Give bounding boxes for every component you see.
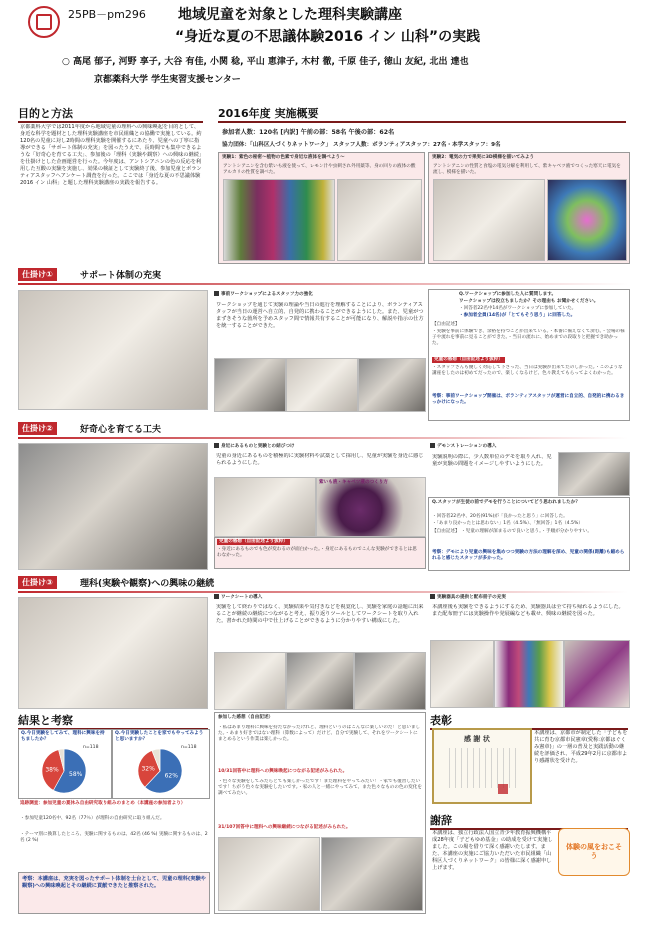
pie-slice-label: 62%: [164, 772, 178, 780]
trick1-staff-label: 児童の感想（自由記述より抜粋）: [434, 357, 503, 362]
trick1-photo-large: [18, 290, 208, 410]
overview-cooperation: 協力団体：「山科区人づくりネットワーク」 スタッフ人数：ボランティアスタッフ：27名・本学スタッフ：9名: [222, 142, 501, 148]
free-text2: 10/31回答中に理科への興味喚起につながる記述がみられた。: [218, 769, 348, 774]
ws-heading: [214, 594, 262, 601]
trick1-title: サポート体制の充実: [80, 271, 162, 281]
demo-photo: [558, 452, 630, 496]
purpose-text: 京都薬科大学では2011年度から地域児童の理科への興味喚起を目的として、身近な科学を題材とした理科実験講座を市民組織との協働で実施している。約120名の児童に対し2時間の理科実験を開催するにあたり、児童への丁寧に指導ができる「サポート体制の充実」を図ったうえで、長時間でも集中できるような「好奇心を育てる工夫」、参加後の「理科（実験や観察）への興味の継続」を仕掛けとした企画運営を行った。今年度は、アントシアニンの色の反応を利用した互酸の実験を実施し、効果の検証として実験終了後、参加児童とボランティアスタッフへアンケート調査を行った。ここでは「身近な夏の不思議体験2016 イン 山科」と題した理科実験講座の実践を報告する。: [20, 124, 202, 186]
trick1-q1-answer2: ・参加者全員(14名)が「とてもそう思う」に回答した。: [459, 313, 576, 318]
award-text: 本講座は、京都市が制定した「子どもを共に育む京都市民憲章(愛称:京都はぐくみ憲章)」の一層の普及と実践活動の継続を評価され、平成29年2月に京都市より感謝状を受けた。: [534, 730, 628, 764]
purpose-heading: 目的と方法: [18, 105, 203, 123]
exp1-text: アントシアニンを含む紫いも液を使って、レモン汁や虫刺され外用薬等、身の回りの液体の酸アルカリの性質を調べた。: [223, 164, 416, 176]
demo-consider: 考察：デモにより児童の興味を集めつつ実験の方法の理解を深め、児童の関係(距離)も縮められると感じたスタッフが多かった。: [432, 550, 625, 562]
trick1-q1-answer: ・回答者22名中14名がワークショップに参加していた。: [459, 306, 577, 311]
affiliation: 京都薬科大学 学生実習支援センター: [94, 75, 241, 85]
kit-heading-text: 実験器具の提供と配布冊子の充実: [437, 595, 506, 600]
pie2-title: Q.今日実験したことを家でもやってみようと思いますか？: [115, 731, 204, 743]
kit-photo-a: [430, 640, 494, 708]
trick2-child-label: 児童の感想（自由記述より抜粋）: [219, 539, 288, 544]
university-logo: [28, 6, 60, 38]
trick2-subheading: [214, 443, 295, 450]
demo-text: 実験説明の際に、少人数単位のデモを取り入れ、児童が実験の問題をイメージしやすいようにした。: [432, 454, 552, 467]
demo-free: 【自由記述】 ・児童の理解が深まるので良いと思う。・手順が分かりやすい。: [432, 529, 592, 534]
kit-photo-b: [494, 640, 564, 708]
demo-answer2: ・「あまり良かったとは思わない」1名（4.5%）、「無回答」1名（4.5%）: [432, 521, 583, 526]
exp2-title: 実験2：電気の力で果実に3D模様を描いてみよう: [432, 155, 535, 160]
demo-survey-box: [428, 497, 630, 571]
trick1-consideration: 考察：事前ワークショップ開催は、ボランティアスタッフが運営に自立的、自発的に携わるきっかけになった。: [432, 394, 625, 406]
ws-heading-text: ワークシートの導入: [221, 595, 263, 600]
trick2-text: 児童の身近にあるものを積極的に実験材料や試薬として採用し、児童が実験を身近に感じられるようにした。: [216, 453, 424, 466]
certificate-body: [444, 748, 520, 788]
free-text4: 31/107回答中に理科への興味継続につながる記述がみられた。: [218, 825, 351, 830]
yume-fund-logo: [558, 828, 630, 876]
title-line1: 地域児童を対象とした理科実験講座: [178, 7, 402, 23]
trick1-text: ワークショップを通じて実験の理論や当日の進行を理解することにより、ボランティアスタッフが当日の運営へ自立的、自発的に携わることができるようにした。また、児童がつまずきそうな箇所を予めスタッフ間で情報共有することが可能になり、解説や指示の仕方を統一することができた。: [216, 302, 424, 329]
thanks-heading: 謝辞: [430, 812, 628, 830]
conclusion-box: [18, 872, 210, 914]
thanks-text: 本講座は、独立行政法人国立青少年教育振興機構平成28年度「子どもゆめ基金」の助成を受けて実施しました。この場を借りて深く感謝いたします。また、本講座の実施にご協力いただいた市民組織「山科区人づくりネットワーク」の皆様に深く感謝申し上げます。: [432, 830, 553, 871]
free-photo-b: [321, 837, 423, 911]
trick1-staff-text: ・スタッフさんも優しく対応して下さった、当日は実験が出来てたのしかった。・このような講座をしたのは初めてだったので、楽しくなるけど、色々教えてもらってよくわかった。: [432, 365, 623, 377]
exp1-photo-children: [337, 179, 422, 261]
free-photo-a: [218, 837, 320, 911]
logo-mark: [36, 14, 52, 30]
pie-chart-1: [39, 746, 89, 796]
ws-photo-b: [286, 652, 354, 710]
trick2-photo-bottles: [214, 477, 316, 537]
trick3-photo-large: [18, 597, 208, 709]
conclusion-text: 考察：本講座は、充実を図ったサポート体制を土台として、児童の理科(実験や観察)への興味喚起とその継続に貢献できたと推察された。: [22, 876, 206, 889]
trick1-photo-c: [358, 358, 426, 412]
demo-heading-text: デモンストレーションの導入: [437, 444, 497, 449]
trick1-photo-a: [214, 358, 286, 412]
poster-id: 25PB－pm296: [68, 8, 146, 21]
demo-answer1: ・回答者22名中、20名(91%)が「良かったと思う」に回答した。: [432, 514, 568, 519]
exp1-title: 実験1：紫色の秘密〜植物の色素で身近な液体を調べよう〜: [222, 155, 345, 160]
exp2-text: アントシアニンの性質と食塩の電気分解を利用して、紫キャベツ液でつくった寒天に電気を流し、模様を描いた。: [433, 164, 621, 176]
trick1-subheading-text: 事前ワークショップによるスタッフ力の強化: [221, 292, 313, 297]
trick1-q-label: Q.ワークショップに参加した人に質問します。: [459, 292, 557, 297]
trick3-band: [18, 591, 628, 593]
kit-photo-c: [564, 640, 630, 708]
trick3-tag: 仕掛け③: [18, 576, 57, 589]
pie-slice-label: 38%: [45, 766, 59, 774]
trick2-photo-caption: 紫いも液・キャベツ液のつくり方: [319, 480, 388, 485]
exp2-photo-agar: [547, 179, 627, 261]
free-text: ・私はあまり理科に興味を持たなかったけれど、理科というのはこんなに楽しいのだ！と思いました。・あまり好きではない理科（算数によって）だけど、自分で実験して、それをワークシートにまとめるという作業は楽しかった。: [218, 725, 421, 743]
ws-photo-c: [354, 652, 426, 710]
trick3-title: 理科(実験や観察)への興味の継続: [80, 579, 215, 589]
trick2-child-text: ・身近にあるものでも色が変わるのが面白かった。・身近にあるものでこんな実験ができるとは思わなかった。: [217, 547, 417, 559]
trick1-subheading: [214, 291, 313, 298]
pie-slice-label: 58%: [69, 771, 83, 779]
free-box: [214, 712, 426, 914]
bullet-icon: [430, 594, 435, 599]
free-heading: 参加した感想（自由記述）: [218, 715, 274, 720]
certificate: [432, 728, 532, 804]
trick2-photo-large: [18, 443, 208, 570]
title-line2: “身近な夏の不思議体験2016 イン 山科”の実践: [175, 29, 481, 45]
trick2-tag: 仕掛け②: [18, 422, 57, 435]
follow-text1: ・参加児童120名中、92名（77％）が理科の自由研究に取り組んだ。: [20, 816, 165, 821]
pie-chart-2: [135, 746, 185, 796]
pie1-n: n=118: [83, 745, 99, 750]
pie-box-2: [112, 729, 210, 799]
trick1-tag: 仕掛け①: [18, 268, 57, 281]
yume-logo-text: 体験の風をおこそう: [566, 843, 622, 860]
bullet-icon: [214, 291, 219, 296]
overview-participants: 参加者人数：120名 [内訳] 午前の部：58名 午後の部：62名: [222, 129, 395, 136]
trick2-subheading-text: 身近にあるものと実験との結びつけ: [221, 444, 295, 449]
trick2-photo-cabbage: [316, 477, 426, 537]
trick1-reasons: ・実験を事前に体験でき、余裕を持つことが出来ている。・本番に備えなくて済む。・会場の様子や流れを事前に見ることができた。・当日の流れに、始めまでの段取りと把握でき助かった。: [432, 329, 625, 347]
ws-text: 実験をして終わりではなく、実験結果や気付きなどを視覚化し、実験を家庭の話題に出来ることが継続の継続につながると考え、振り返りツールとしてワークシートを取り入れた。書かれた時間の中で仕上げることができるように分かりやすい構成にした。: [216, 604, 424, 624]
trick1-survey-box: [428, 289, 630, 421]
authors: ○ 高尾 郁子, 河野 享子, 大谷 有佳, 小関 稔, 平山 恵津子, 木村 徹, 千原 佳子, 徳山 友紀, 北出 達也: [62, 57, 469, 67]
certificate-title: 感 謝 状: [464, 735, 490, 743]
trick1-reasons-label: 【自由記述】: [432, 322, 460, 327]
results-heading: 結果と考察: [18, 712, 208, 730]
bullet-icon: [214, 594, 219, 599]
trick2-child-box: [214, 537, 426, 569]
trick2-title: 好奇心を育てる工夫: [80, 425, 162, 435]
trick1-q1: ワークショップは役立ちましたか？その理由も お聞かせください。: [459, 299, 599, 304]
bullet-icon: [430, 443, 435, 448]
kit-text: 本講座後も実験をできるようにするため、実験器具は全て持ち帰れるようにした。また配布冊子には実験操作や発展編なども載せ、興味の継続を図った。: [432, 604, 624, 617]
certificate-seal: [498, 784, 508, 794]
award-heading: 表彰: [430, 712, 628, 730]
pie-box-1: [18, 729, 112, 799]
overview-heading: 2016年度 実施概要: [218, 105, 626, 123]
kit-heading: [430, 594, 506, 601]
pie1-title: Q.今日実験をしてみて、理科に興味を持ちましたか？: [21, 731, 105, 743]
demo-heading: [430, 443, 496, 450]
free-text3: ・色々な実験をしてみたらとても楽しかったです！また理科をやってみたい！・家でも復習したいです！ちがう色々な実験をしたいです。・家の人と一緒にやってみて、また色々なものの色の変化を調べてみたい。: [218, 779, 422, 797]
ws-photo-a: [214, 652, 286, 710]
exp1-box: [218, 152, 425, 264]
follow-text2: ・テーマ別に換算したところ、実験に関するものは、42名 (46 %) 実験に関するものは、2名 (2 %): [20, 832, 208, 844]
pie-slice-label: 32%: [141, 765, 155, 773]
exp2-photo-children: [433, 179, 545, 261]
trick1-band: [18, 283, 628, 285]
trick1-photo-b: [286, 358, 358, 412]
follow-heading: 追跡調査：参加児童の夏休み自由研究取り組みのまとめ（本講座の参加者より）: [20, 801, 186, 806]
pie2-n: n=118: [181, 745, 197, 750]
exp1-photo-tubes: [223, 179, 335, 261]
bullet-icon: [214, 443, 219, 448]
demo-question: Q.スタッフが生徒の前でデモを行うことについてどう思われましたか？: [432, 500, 580, 505]
trick2-band: [18, 437, 628, 439]
exp2-box: [428, 152, 630, 264]
